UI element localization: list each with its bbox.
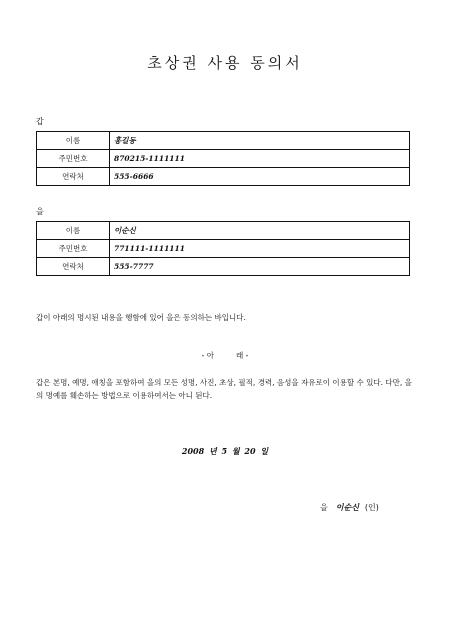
party-a-id-label: 주민번호 — [37, 150, 110, 168]
party-b-id-label: 주민번호 — [37, 240, 110, 258]
party-a-id-value: 870215-1111111 — [110, 150, 410, 168]
party-a-phone-value: 555-6666 — [110, 168, 410, 186]
date-day-unit: 일 — [260, 446, 269, 456]
party-b-table — [36, 221, 410, 276]
date-month-unit: 월 — [231, 446, 240, 456]
party-a-name-value: 홍길동 — [110, 132, 410, 150]
below-heading-left: - 아 — [201, 351, 214, 360]
table-row — [37, 240, 410, 258]
table-row — [37, 168, 410, 186]
signature-party: 을 — [320, 503, 328, 512]
party-b-id-value: 771111-1111111 — [110, 240, 410, 258]
date-day: 20 — [244, 446, 256, 456]
party-a-table — [36, 131, 410, 186]
signature-name: 이순신 — [335, 502, 359, 512]
table-row — [37, 258, 410, 276]
date-year-unit: 년 — [208, 446, 217, 456]
signature-line — [320, 502, 379, 513]
table-row — [37, 150, 410, 168]
party-a-label: 갑 — [36, 117, 44, 126]
clause-paragraph: 갑은 본명, 예명, 애칭을 포함하여 을의 모든 성명, 사진, 초상, 필적, 경력, 음성을 자유로이 이용할 수 있다. 다만, 을의 명예를 훼손하는 방법으로 이용하여서는 아니 된다. — [36, 378, 412, 400]
below-heading-right: 래 - — [236, 351, 249, 360]
party-a-phone-label: 연락처 — [37, 168, 110, 186]
party-b-phone-value: 555-7777 — [110, 258, 410, 276]
table-row — [37, 222, 410, 240]
party-b-name-value: 이순신 — [110, 222, 410, 240]
party-a-name-label: 이름 — [37, 132, 110, 150]
signature-seal: (인) — [364, 503, 379, 512]
document-date — [0, 446, 450, 457]
date-month: 5 — [221, 446, 228, 456]
party-b-name-label: 이름 — [37, 222, 110, 240]
date-year: 2008 — [181, 446, 205, 456]
party-b-phone-label: 연락처 — [37, 258, 110, 276]
intro-paragraph: 갑이 아래의 명시된 내용을 행함에 있어 을은 동의하는 바입니다. — [36, 313, 246, 322]
document-title: 초상권 사용 동의서 — [147, 54, 303, 72]
table-row — [37, 132, 410, 150]
below-heading — [0, 350, 450, 361]
party-b-label: 을 — [36, 207, 44, 216]
